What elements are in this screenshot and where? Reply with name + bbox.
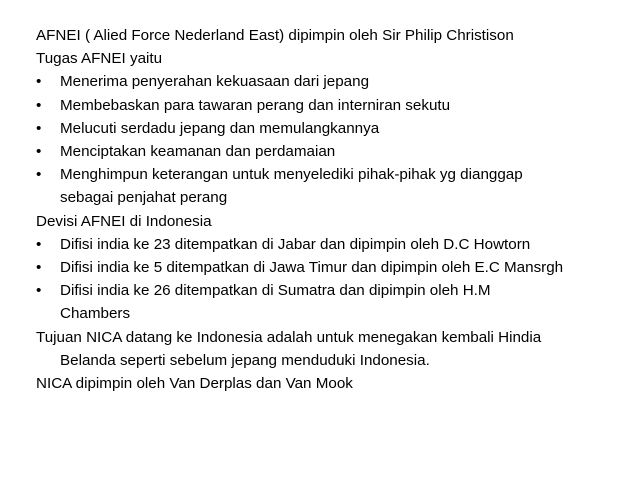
list-item-text: Difisi india ke 26 ditempatkan di Sumatra dan dipimpin oleh H.M <box>60 282 491 300</box>
list-item-text: Membebaskan para tawaran perang dan interniran sekutu <box>60 96 451 114</box>
list-item-text: Menciptakan keamanan dan perdamaian <box>60 143 336 161</box>
tasks-list <box>36 70 606 209</box>
list-item <box>36 117 606 140</box>
list-item-text: Melucuti serdadu jepang dan memulangkannya <box>60 119 380 137</box>
divisions-list <box>36 233 606 326</box>
list-item-text: Difisi india ke 5 ditempatkan di Jawa Timur dan dipimpin oleh E.C Mansrgh <box>60 259 564 277</box>
list-item <box>36 233 606 256</box>
divisions-title: Devisi AFNEI di Indonesia <box>36 212 212 230</box>
list-item <box>36 140 606 163</box>
tasks-title: Tugas AFNEI yaitu <box>36 50 163 68</box>
bullet-icon: • <box>36 166 42 184</box>
nica-purpose-line: Tujuan NICA datang ke Indonesia adalah untuk menegakan kembali Hindia <box>36 328 542 346</box>
list-item <box>36 163 606 209</box>
bullet-icon: • <box>36 282 42 300</box>
nica-purpose-continued: Belanda seperti sebelum jepang menduduki Indonesia. <box>60 351 430 369</box>
bullet-icon: • <box>36 143 42 161</box>
bullet-icon: • <box>36 96 42 114</box>
list-item-text: Menghimpun keterangan untuk menyelediki pihak-pihak yg dianggap <box>60 166 523 184</box>
afnei-heading-line: AFNEI ( Alied Force Nederland East) dipimpin oleh Sir Philip Christison <box>36 27 514 44</box>
list-item-text: Difisi india ke 23 ditempatkan di Jabar dan dipimpin oleh D.C Howtorn <box>60 235 531 253</box>
bullet-icon: • <box>36 259 42 277</box>
list-item <box>36 279 606 325</box>
list-item <box>36 256 606 279</box>
list-item <box>36 94 606 117</box>
list-item-text: Menerima penyerahan kekuasaan dari jepang <box>60 73 370 91</box>
list-item <box>36 70 606 93</box>
bullet-icon: • <box>36 235 42 253</box>
list-item-text-continued: sebagai penjahat perang <box>60 189 228 207</box>
bullet-icon: • <box>36 73 42 91</box>
bullet-icon: • <box>36 119 42 137</box>
list-item-text-continued: Chambers <box>60 305 131 323</box>
slide-content <box>36 24 606 395</box>
nica-leaders-line: NICA dipimpin oleh Van Derplas dan Van Mook <box>36 375 353 393</box>
